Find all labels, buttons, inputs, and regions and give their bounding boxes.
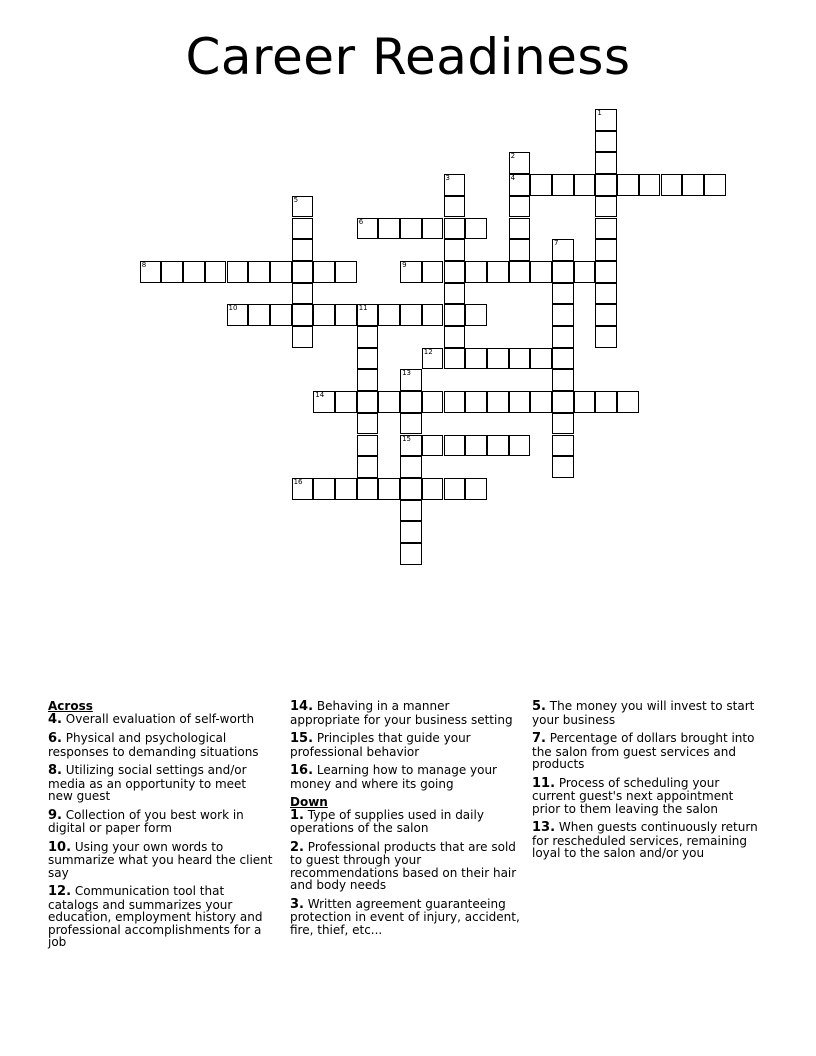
grid-cell[interactable]: [509, 261, 531, 283]
clue-number: 15: [402, 434, 412, 443]
grid-cell[interactable]: [270, 261, 292, 283]
grid-cell[interactable]: [530, 391, 552, 413]
grid-cell[interactable]: [552, 239, 574, 261]
grid-cell[interactable]: [444, 478, 466, 500]
grid-cell[interactable]: [682, 174, 704, 196]
grid-cell[interactable]: [595, 196, 617, 218]
grid-cell[interactable]: [400, 218, 422, 240]
grid-cell[interactable]: [444, 435, 466, 457]
clue-number-label: 8.: [48, 763, 62, 778]
grid-cell[interactable]: [227, 304, 249, 326]
clue-text: Using your own words to summarize what you heard the client say: [48, 839, 273, 880]
grid-cell[interactable]: [444, 261, 466, 283]
grid-cell[interactable]: [357, 391, 379, 413]
clue-number-label: 6.: [48, 731, 62, 746]
grid-cell[interactable]: [292, 261, 314, 283]
clue-number-label: 11.: [532, 775, 556, 791]
grid-cell[interactable]: [378, 478, 400, 500]
clue-text: Type of supplies used in daily operations of the salon: [290, 807, 484, 835]
grid-cell[interactable]: [552, 391, 574, 413]
grid-cell[interactable]: [248, 304, 270, 326]
grid-cell[interactable]: [595, 109, 617, 131]
clue-number-label: 16.: [290, 763, 314, 778]
clue-number-label: 9.: [48, 807, 62, 823]
grid-cell[interactable]: [357, 348, 379, 370]
grid-cell[interactable]: [552, 413, 574, 435]
grid-cell[interactable]: [552, 435, 574, 457]
down-clue: [532, 700, 764, 726]
grid-cell[interactable]: [595, 152, 617, 174]
clue-number-label: 12.: [48, 884, 72, 899]
clue-number-label: 15.: [290, 731, 314, 746]
clue-number: 9: [402, 260, 407, 269]
grid-cell[interactable]: [335, 304, 357, 326]
grid-cell[interactable]: [313, 478, 335, 500]
grid-cell[interactable]: [487, 261, 509, 283]
grid-cell[interactable]: [595, 239, 617, 261]
clue-text: Utilizing social settings and/or media as an opportunity to meet new guest: [48, 763, 247, 803]
clues-column-1: [48, 700, 273, 955]
across-clue: [48, 764, 273, 803]
grid-cell[interactable]: [595, 283, 617, 305]
grid-cell[interactable]: [335, 478, 357, 500]
grid-cell[interactable]: [378, 218, 400, 240]
clue-number-label: 1.: [290, 807, 304, 823]
down-heading: Down: [290, 795, 328, 809]
grid-cell[interactable]: [161, 261, 183, 283]
grid-cell[interactable]: [552, 456, 574, 478]
grid-cell[interactable]: [378, 391, 400, 413]
grid-cell[interactable]: [292, 304, 314, 326]
clue-number: 6: [358, 217, 364, 226]
clue-text: Learning how to manage your money and where its going: [290, 763, 497, 791]
grid-cell[interactable]: [509, 218, 531, 240]
grid-cell[interactable]: [509, 391, 531, 413]
clue-text: Professional products that are sold to guest through your recommendations based on their hair and body needs: [290, 839, 517, 892]
grid-cell[interactable]: [465, 348, 487, 370]
grid-cell[interactable]: [574, 391, 596, 413]
grid-cell[interactable]: [465, 478, 487, 500]
grid-cell[interactable]: [270, 304, 292, 326]
clue-number: 8: [141, 260, 147, 269]
grid-cell[interactable]: [357, 456, 379, 478]
clue-number: 7: [554, 239, 559, 248]
grid-cell[interactable]: [509, 174, 531, 196]
grid-cell[interactable]: [509, 152, 531, 174]
grid-cell[interactable]: [444, 304, 466, 326]
clue-number: 2: [510, 152, 516, 161]
grid-cell[interactable]: [422, 478, 444, 500]
grid-cell[interactable]: [313, 391, 335, 413]
grid-cell[interactable]: [595, 326, 617, 348]
grid-cell[interactable]: [444, 326, 466, 348]
grid-cell[interactable]: [487, 391, 509, 413]
grid-cell[interactable]: [595, 131, 617, 153]
across-heading: Across: [48, 699, 93, 713]
across-clue: [290, 700, 522, 726]
grid-cell[interactable]: [357, 478, 379, 500]
grid-cell[interactable]: [661, 174, 683, 196]
clue-number-label: 5.: [532, 699, 546, 714]
grid-cell[interactable]: [552, 369, 574, 391]
grid-cell[interactable]: [400, 456, 422, 478]
grid-cell[interactable]: [400, 413, 422, 435]
grid-cell[interactable]: [292, 218, 314, 240]
grid-cell[interactable]: [639, 174, 661, 196]
grid-cell[interactable]: [400, 521, 422, 543]
clue-number: 4: [510, 174, 516, 183]
clue-number-label: 3.: [290, 896, 304, 912]
grid-cell[interactable]: [509, 435, 531, 457]
grid-cell[interactable]: [292, 283, 314, 305]
clue-text: Written agreement guaranteeing protection in event of injury, accident, fire, thief, etc...: [290, 896, 520, 937]
grid-cell[interactable]: [444, 391, 466, 413]
clue-number: 3: [445, 174, 450, 183]
grid-cell[interactable]: [487, 435, 509, 457]
grid-cell[interactable]: [552, 326, 574, 348]
down-clue: [532, 777, 764, 816]
clue-number-label: 2.: [290, 839, 304, 855]
grid-cell[interactable]: [574, 174, 596, 196]
grid-cell[interactable]: [357, 369, 379, 391]
grid-cell[interactable]: [595, 261, 617, 283]
grid-cell[interactable]: [530, 174, 552, 196]
clue-text: Process of scheduling your current guest's next appointment prior to them leaving the salon: [532, 775, 734, 816]
grid-cell[interactable]: [552, 261, 574, 283]
clue-number: 5: [293, 195, 299, 204]
grid-cell[interactable]: [313, 304, 335, 326]
grid-cell[interactable]: [248, 261, 270, 283]
grid-cell[interactable]: [595, 391, 617, 413]
grid-cell[interactable]: [552, 304, 574, 326]
grid-cell[interactable]: [595, 218, 617, 240]
across-clue: [48, 841, 273, 880]
grid-cell[interactable]: [292, 478, 314, 500]
clue-number-label: 13.: [532, 820, 556, 835]
grid-cell[interactable]: [400, 261, 422, 283]
grid-cell[interactable]: [378, 304, 400, 326]
clues-column-2: [290, 700, 522, 942]
clue-text: Physical and psychological responses to demanding situations: [48, 731, 259, 759]
grid-cell[interactable]: [595, 304, 617, 326]
grid-cell[interactable]: [400, 500, 422, 522]
down-clue: [532, 821, 764, 860]
clue-text: Behaving in a manner appropriate for your business setting: [290, 699, 513, 727]
down-clue: [290, 809, 522, 835]
puzzle-title: Career Readiness: [185, 28, 631, 86]
grid-cell[interactable]: [509, 196, 531, 218]
clue-number-label: 4.: [48, 711, 62, 727]
clue-text: Communication tool that catalogs and summarizes your education, employment history and professional accomplishments for a job: [48, 884, 263, 949]
grid-cell[interactable]: [444, 239, 466, 261]
grid-cell[interactable]: [400, 369, 422, 391]
grid-cell[interactable]: [552, 283, 574, 305]
grid-cell[interactable]: [595, 174, 617, 196]
grid-cell[interactable]: [400, 435, 422, 457]
grid-cell[interactable]: [400, 391, 422, 413]
grid-cell[interactable]: [465, 261, 487, 283]
grid-cell[interactable]: [313, 261, 335, 283]
clue-number: 14: [315, 391, 325, 400]
grid-cell[interactable]: [292, 196, 314, 218]
grid-cell[interactable]: [422, 218, 444, 240]
grid-cell[interactable]: [552, 174, 574, 196]
grid-cell[interactable]: [465, 391, 487, 413]
clue-number: 16: [293, 477, 303, 486]
grid-cell[interactable]: [357, 218, 379, 240]
across-clue: [48, 809, 273, 835]
grid-cell[interactable]: [292, 326, 314, 348]
grid-cell[interactable]: [509, 239, 531, 261]
grid-cell[interactable]: [335, 261, 357, 283]
grid-cell[interactable]: [400, 304, 422, 326]
grid-cell[interactable]: [227, 261, 249, 283]
clue-number-label: 7.: [532, 731, 546, 746]
across-clue: [290, 732, 522, 758]
grid-cell[interactable]: [617, 391, 639, 413]
grid-cell[interactable]: [140, 261, 162, 283]
clue-text: Principles that guide your professional behavior: [290, 731, 471, 759]
down-clue: [290, 898, 522, 937]
grid-cell[interactable]: [530, 348, 552, 370]
grid-cell[interactable]: [400, 478, 422, 500]
grid-cell[interactable]: [444, 196, 466, 218]
clue-number-label: 14.: [290, 699, 314, 714]
clue-text: The money you will invest to start your business: [532, 699, 755, 727]
grid-cell[interactable]: [357, 435, 379, 457]
grid-cell[interactable]: [357, 326, 379, 348]
grid-cell[interactable]: [183, 261, 205, 283]
grid-cell[interactable]: [465, 218, 487, 240]
clue-number: 11: [358, 304, 368, 313]
grid-cell[interactable]: [357, 304, 379, 326]
grid-cell[interactable]: [444, 218, 466, 240]
grid-cell[interactable]: [617, 174, 639, 196]
grid-cell[interactable]: [465, 304, 487, 326]
grid-cell[interactable]: [422, 435, 444, 457]
grid-cell[interactable]: [422, 261, 444, 283]
across-clue: [290, 764, 522, 790]
clues-column-3: [532, 700, 764, 866]
clue-text: Percentage of dollars brought into the salon from guest services and products: [532, 731, 755, 771]
grid-cell[interactable]: [509, 348, 531, 370]
grid-cell[interactable]: [704, 174, 726, 196]
clue-text: When guests continuously return for rescheduled services, remaining loyal to the salon and/or you: [532, 820, 758, 860]
grid-cell[interactable]: [205, 261, 227, 283]
across-clue: [48, 885, 273, 949]
grid-cell[interactable]: [487, 348, 509, 370]
clue-number: 10: [228, 304, 238, 313]
grid-cell[interactable]: [574, 261, 596, 283]
clue-text: Overall evaluation of self-worth: [61, 711, 255, 726]
grid-cell[interactable]: [552, 348, 574, 370]
grid-cell[interactable]: [335, 391, 357, 413]
clue-number: 13: [402, 369, 412, 378]
down-clue: [290, 841, 522, 892]
clue-number: 12: [423, 347, 433, 356]
grid-cell[interactable]: [422, 348, 444, 370]
grid-cell[interactable]: [400, 543, 422, 565]
grid-cell[interactable]: [292, 239, 314, 261]
clue-number: 1: [597, 109, 602, 117]
grid-cell[interactable]: [357, 413, 379, 435]
across-clue: [48, 732, 273, 758]
grid-cell[interactable]: [444, 174, 466, 196]
grid-cell[interactable]: [444, 283, 466, 305]
grid-cell[interactable]: [422, 304, 444, 326]
grid-cell[interactable]: [530, 261, 552, 283]
down-clue: [532, 732, 764, 771]
grid-cell[interactable]: [444, 348, 466, 370]
across-clue: [48, 713, 273, 727]
clue-number-label: 10.: [48, 839, 72, 855]
clue-text: Collection of you best work in digital or paper form: [48, 807, 244, 835]
grid-cell[interactable]: [422, 391, 444, 413]
grid-cell[interactable]: [465, 435, 487, 457]
